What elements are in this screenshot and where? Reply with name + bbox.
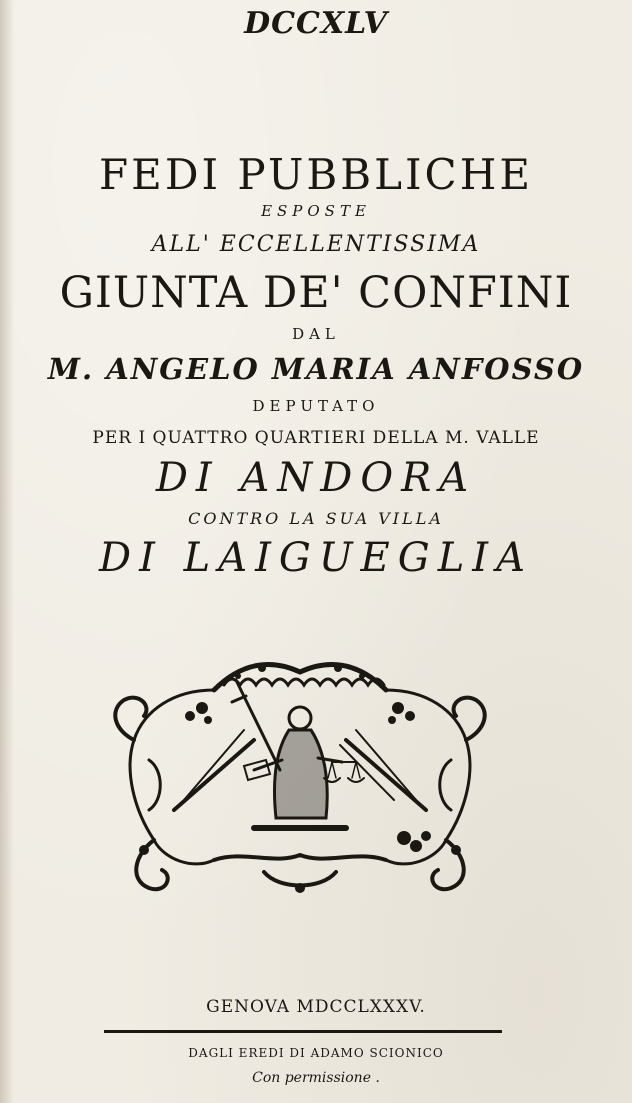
title-dal: DAL: [292, 325, 340, 343]
title-main: FEDI PUBBLICHE: [99, 150, 533, 199]
author-name: M. ANGELO MARIA ANFOSSO: [47, 352, 585, 386]
signature-number: DCCXLV: [244, 6, 388, 41]
imprint-city-date: GENOVA MDCCLXXXV.: [206, 997, 426, 1017]
imprint-printer: DAGLI EREDI DI ADAMO SCIONICO: [188, 1046, 444, 1060]
place-laigueglia: DI LAIGUEGLIA: [99, 535, 533, 581]
justice-vignette-ornament: [104, 650, 496, 900]
place-andora: DI ANDORA: [155, 455, 477, 501]
title-esposte: ESPOSTE: [261, 202, 371, 220]
author-constituency: PER I QUATTRO QUARTIERI DELLA M. VALLE: [92, 428, 540, 448]
title-dedication: ALL' ECCELLENTISSIMA: [151, 232, 481, 257]
title-giunta: GIUNTA DE' CONFINI: [59, 268, 573, 318]
imprint-permission: Con permissione .: [252, 1070, 380, 1086]
imprint-rule: [104, 1030, 502, 1033]
author-role: DEPUTATO: [252, 397, 380, 415]
title-contro: CONTRO LA SUA VILLA: [188, 509, 444, 528]
